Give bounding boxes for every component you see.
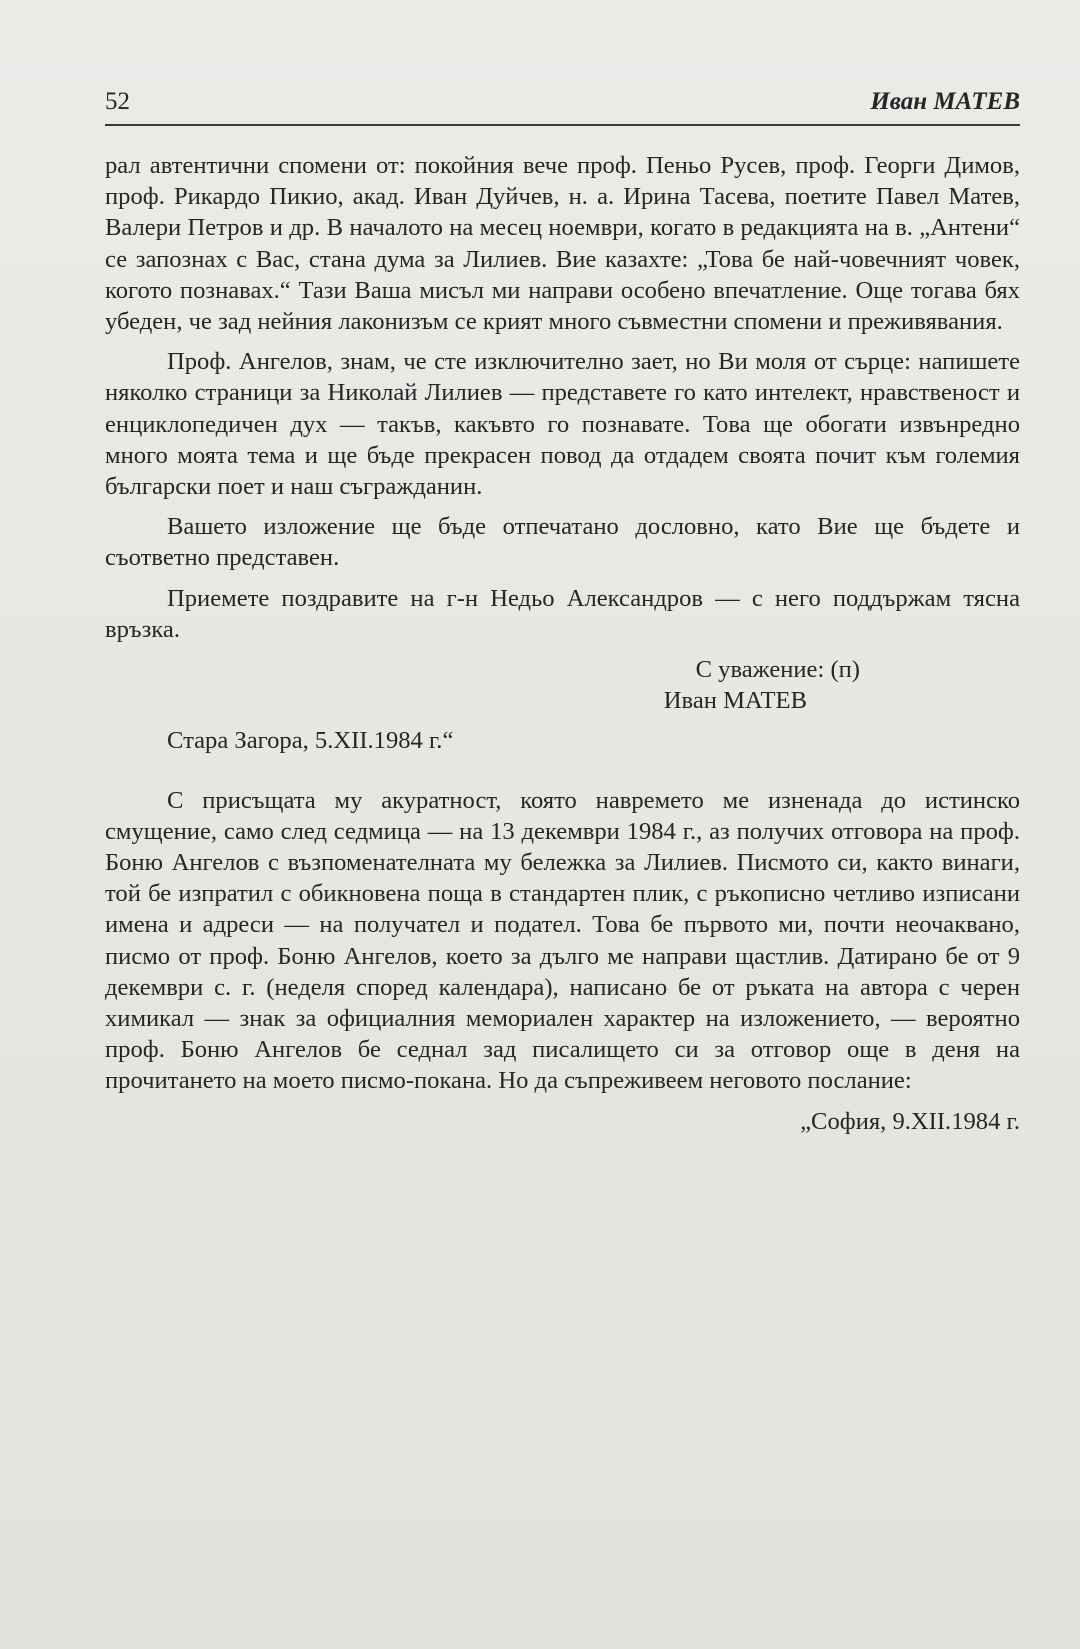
letter-place-date: Стара Загора, 5.XII.1984 г.“ <box>167 727 454 755</box>
letter-closing: С уважение: (п) <box>695 656 860 684</box>
page-number: 52 <box>105 88 130 115</box>
letter-signature: Иван МАТЕВ <box>663 687 807 715</box>
quoted-letter-date: „София, 9.XII.1984 г. <box>800 1107 1020 1135</box>
body-text <box>105 150 1020 1137</box>
paragraph-2: Проф. Ангелов, знам, че сте изключително зает, но Ви моля от сърце: напишете няколко страници за Николай Лилиев — представете го като интелект, нравственост и енциклопедичен дух — такъв, какъвто го познавате. Това ще обогати извънредно много моята тема и ще бъде прекрасен повод да отдадем своята почит към големия български поет и наш съгражданин. <box>105 348 1020 501</box>
page-header <box>105 84 1020 126</box>
running-head: Иван МАТЕВ <box>870 88 1020 115</box>
paragraph-1: рал автентични спомени от: покойния вече проф. Пеньо Русев, проф. Георги Димов, проф. Рикардо Пикио, акад. Иван Дуйчев, н. а. Ирина Тасева, поетите Павел Матев, Валери Петров и др. В началото на месец ноември, когато в редакцията на в. „Антени“ се запознах с Вас, стана дума за Лилиев. Вие казахте: „Това бе най-човечният човек, когото познавах.“ Тази Ваша мисъл ми направи особено впечатление. Още тогава бях убеден, че зад нейния лаконизъм се крият много съвместни спомени и преживявания. <box>105 152 1020 336</box>
paragraph-3: Вашето изложение ще бъде отпечатано дословно, като Вие ще бъдете и съответно представен. <box>105 513 1020 572</box>
paragraph-4: Приемете поздравите на г-н Недьо Александров — с него поддържам тясна връзка. <box>105 584 1020 643</box>
paragraph-5: С присъщата му акуратност, която навремето ме изненада до истинско смущение, само след седмица — на 13 декември 1984 г., аз получих отговора на проф. Боню Ангелов с възпоменателната му бележка за Лилиев. Писмото си, както винаги, той бе изпратил с обикновена поща в стандартен плик, с ръкописно четливо изписани имена и адреси — на получател и подател. Това бе първото ми, почти неочаквано, писмо от проф. Боню Ангелов, което за дълго ме направи щастлив. Датирано бе от 9 декември с. г. (неделя според календара), написано бе от ръката на автора с черен химикал — знак за официалния мемориален характер на изложението, — вероятно проф. Боню Ангелов бе седнал зад писалището си за отговор още в деня на прочитането на моето писмо-покана. Но да съпреживеем неговото послание: <box>105 786 1020 1095</box>
